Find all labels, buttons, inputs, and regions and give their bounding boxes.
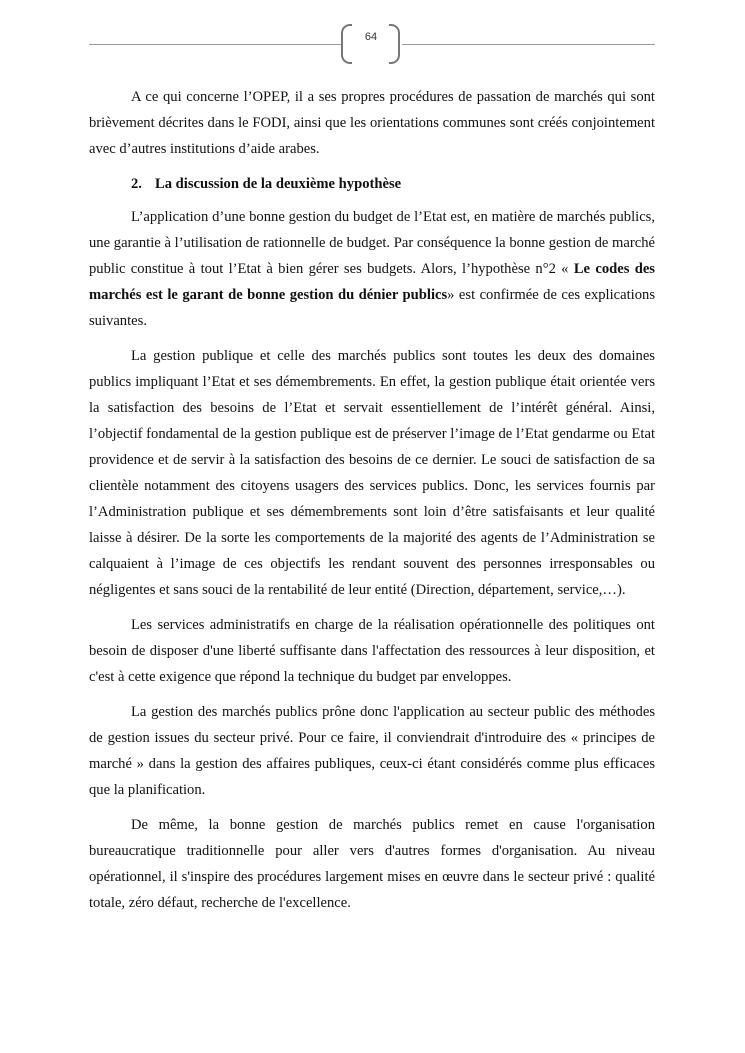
header-rule-right [402,44,655,45]
page-number: 64 [364,31,378,43]
paragraph-organisation: De même, la bonne gestion de marchés publics remet en cause l'organisation bureaucratique traditionnelle pour aller vers d'autres formes d'organisation. Au niveau opérationnel, il s'inspire des procédures largement mises en œuvre dans le secteur privé : qualité totale, zéro défaut, recherche de l'excellence. [89,817,655,911]
paragraph-administrative-services: Les services administratifs en charge de la réalisation opérationnelle des politiques ont besoin de disposer d'une liberté suffisante dans l'affectation des ressources à leur disposition, et c'est à cette exigence que répond la technique du budget par enveloppes. [89,617,655,685]
page-body [89,84,655,925]
paragraph-market-principles: La gestion des marchés publics prône donc l'application au secteur public des méthodes de gestion issues du secteur privé. Pour ce faire, il conviendrait d'introduire des « principes de marché » dans la gestion des affaires publiques, ceux-ci étant considérés comme plus efficaces que la planification. [89,704,655,798]
paragraph-hypothesis [89,204,655,334]
header-rule-left [89,44,341,45]
hypothesis-statement: Le codes des marchés est le garant de bonne gestion du dénier publics [89,261,655,303]
section-heading [89,171,655,197]
paragraph-hypothesis-start: L’application d’une bonne gestion du budget de l’Etat est, en matière de marchés publics, une garantie à l’utilisation de rationnelle de budget. Par conséquence la bonne gestion de marché public constitue à tout l’Etat à bien gérer ses budgets. Alors, l’hypothèse n°2 « [89,209,655,277]
paragraph-opep: A ce qui concerne l’OPEP, il a ses propres procédures de passation de marchés qui sont brièvement décrites dans le FODI, ainsi que les orientations communes sont créés conjointement avec d’autres institutions d’aide arabes. [89,89,655,157]
paragraph-public-management: La gestion publique et celle des marchés publics sont toutes les deux des domaines publics impliquant l’Etat et ses démembrements. En effet, la gestion publique était orientée vers la satisfaction des besoins de l’Etat et servait essentiellement de l’intérêt général. Ainsi, l’objectif fondamental de la gestion publique est de préserver l’image de l’Etat gendarme ou Etat providence et de servir à la satisfaction des besoins de ce dernier. Le souci de satisfaction de sa clientèle notamment des citoyens usagers des services publics. Donc, les services fournis par l’Administration publique et ses démembrements sont loin d’être satisfaisants et leur qualité laisse à désirer. De la sorte les comportements de la majorité des agents de l’Administration se calquaient à l’image de ces objectifs les rendant souvent des personnes irresponsables ou négligentes et sans souci de la rentabilité de leur entité (Direction, département, service,…). [89,348,655,598]
paragraph-hypothesis-end: » est confirmée de ces explications suivantes. [89,287,656,329]
section-heading-text: La discussion de la deuxième hypothèse [155,176,402,192]
section-heading-number: 2. [131,176,142,192]
page-number-bracket-left [341,24,352,64]
page-number-bracket-right [389,24,400,64]
